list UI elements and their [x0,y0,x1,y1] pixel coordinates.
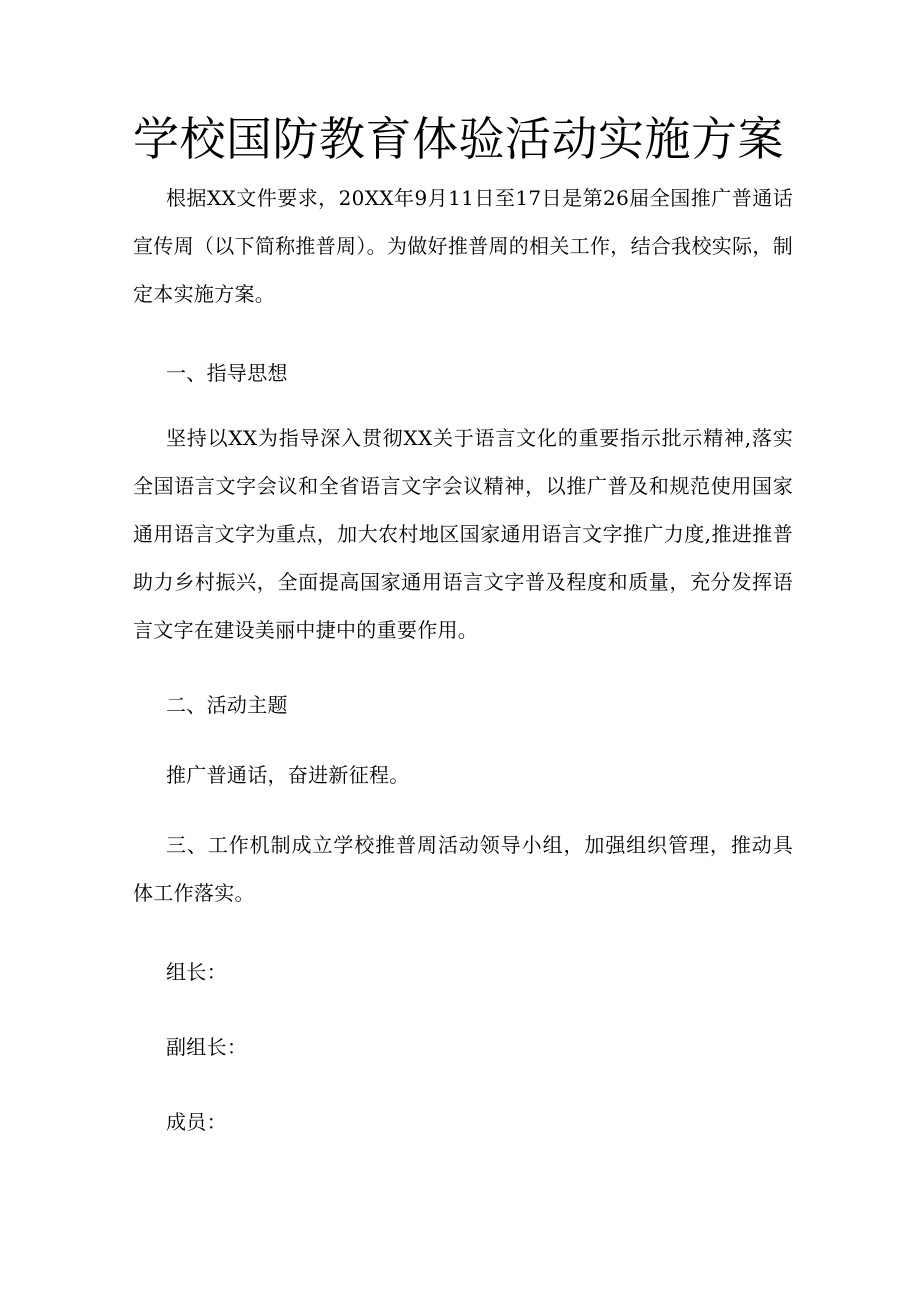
section-heading-guiding-ideology: 一、指导思想 [166,361,288,385]
activity-theme-paragraph: 推广普通话，奋进新征程。 [166,763,410,787]
intro-paragraph: 根据XX文件要求，20XX年9月11日至17日是第26届全国推广普通话宣传周（以下简称推普周）。为做好推普周的相关工作，结合我校实际，制定本实施方案。 [133,186,793,306]
guiding-ideology-paragraph: 坚持以XX为指导深入贯彻XX关于语言文化的重要指示批示精神,落实全国语言文字会议和全省语言文字会议精神，以推广普及和规范使用国家通用语言文字为重点，加大农村地区国家通用语言文字推广力度,推进推普助力乡村振兴，全面提高国家通用语言文字普及程度和质量，充分发挥语言文字在建设美丽中捷中的重要作用。 [133,426,793,642]
section-heading-activity-theme: 二、活动主题 [166,693,288,717]
members-label: 成员： [166,1110,227,1134]
leader-label: 组长： [166,960,227,984]
deputy-leader-label: 副组长： [166,1035,248,1059]
document-title: 学校国防教育体验活动实施方案 [133,112,784,166]
work-mechanism-paragraph: 三、工作机制成立学校推普周活动领导小组，加强组织管理，推动具体工作落实。 [133,833,793,905]
